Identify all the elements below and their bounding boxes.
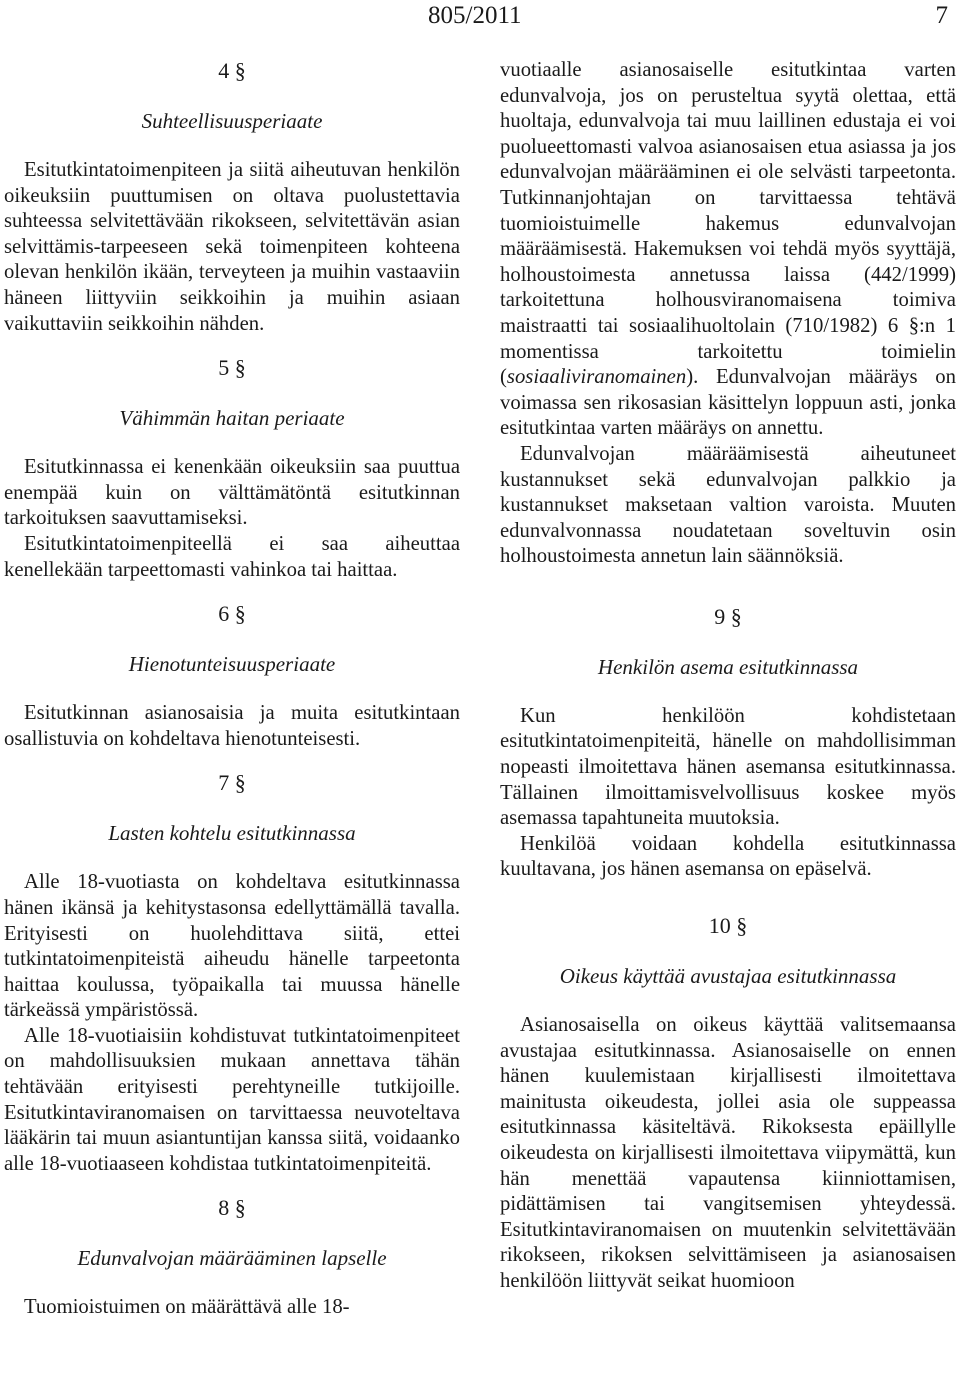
- section-heading: Hienotunteisuusperiaate: [128, 652, 336, 677]
- section-heading: Suhteellisuusperiaate: [141, 109, 323, 133]
- paragraph: Esitutkintatoimenpiteellä ei saa aiheuttaa kenellekään tarpeettomasti vahinkoa tai haittaa.: [4, 532, 460, 581]
- paragraph: Esitutkinnassa ei kenenkään oikeuksiin saa puuttua enempää kuin on välttämätöntä esitutkinnan tarkoituksen saavuttamiseksi.: [4, 456, 460, 530]
- paragraph: Tuomioistuimen on määrättävä alle 18-: [24, 1296, 350, 1319]
- left-column: [4, 58, 460, 1321]
- section-number: 9 §: [714, 603, 742, 629]
- page-header: [0, 2, 960, 30]
- paragraph-text: vuotiaalle asianosaiselle esitutkintaa varten edunvalvoja, jos on perusteltua syytä olettaa, että huoltaja, edunvalvoja tai muu laillinen edustaja ei voi puolueettomasti valvoa asianosaisen etua asiassa ja jos edunvalvojan määrääminen ei ole selvästi tarpeetonta. Tutkinnanjohtajan on tarvittaessa tehtävä tuomioistuimelle hakemus edunvalvojan määräämisestä. Hakemuksen voi tehdä myös syyttäjä, holhoustoimesta annetussa laissa (442/1999) tarkoitettuna holhousviranomaisena toimiva maistraatti tai sosiaalihuoltolain (710/1982) 6 §:n 1 momentissa tarkoitettu toimielin (: [500, 59, 956, 389]
- section-heading: Vähimmän haitan periaate: [119, 406, 345, 431]
- section-heading: Lasten kohtelu esitutkinnassa: [108, 821, 356, 846]
- paragraph: Henkilöä voidaan kohdella esitutkinnassa kuultavana, jos hänen asemansa on epäselvä.: [500, 832, 956, 881]
- paragraph: Asianosaisella on oikeus käyttää valitsemaansa avustajaa esitutkinnassa. Asianosaiselle on ennen hänen kuulemistaan kirjallisesti ilmoitettava mainitusta oikeudesta, jollei asia ole suppeassa esitutkinnassa käsiteltävä. Rikoksesta epäillylle oikeudesta on kirjallisesti ilmoitettava viipymättä, kun hän menettää vapautensa kiinniottamisen, pidättämisen tai vangitsemisen yhteydessä. Esitutkintaviranomaisen on muutenkin selvitettävään rikokseen, rikoksen selvittämiseen ja asianosaisen henkilöön liittyvät seikat huomioon: [500, 1014, 956, 1292]
- section-number: 6 §: [218, 601, 246, 627]
- section-number: 8 §: [218, 1195, 246, 1221]
- right-column: [500, 58, 956, 1295]
- paragraph: Kun henkilöön kohdistetaan esitutkintatoimenpiteitä, hänelle on mahdollisimman nopeasti ilmoitettava hänen asemansa esitutkinnassa. Tällainen ilmoittamisvelvollisuus koskee myös asemassa tapahtuneita muutoksia.: [500, 704, 956, 830]
- page-number: 7: [935, 2, 948, 29]
- paragraph: Alle 18-vuotiaisiin kohdistuvat tutkintatoimenpiteet on mahdollisuuksien mukaan annettava tähän tehtävään erityisesti perehtyneille tutkijoille. Esitutkintaviranomaisen on tarvittaessa neuvoteltava lääkärin tai muun asiantuntijan kanssa siitä, voidaanko alle 18-vuotiaaseen kohdistaa tutkintatoimenpiteitä.: [4, 1024, 460, 1175]
- section-number: 5 §: [218, 355, 246, 381]
- section-heading: Oikeus käyttää avustajaa esitutkinnassa: [559, 964, 897, 989]
- italic-term: sosiaaliviranomainen: [506, 366, 687, 389]
- paragraph-text: ). Edunvalvojan määräys on voimassa sen rikosasian käsittelyn loppuun asti, jonka esitutkintaa varten määräys on annettu.: [500, 366, 956, 440]
- section-heading: Henkilön asema esitutkinnassa: [597, 654, 859, 679]
- section-number: 10 §: [708, 913, 748, 939]
- paragraph: Esitutkinnan asianosaisia ja muita esitutkintaan osallistuvia on kohdeltava hienotunteisesti.: [4, 702, 460, 750]
- section-heading: Edunvalvojan määrääminen lapselle: [77, 1246, 387, 1271]
- paragraph: Edunvalvojan määräämisestä aiheutuneet kustannukset sekä edunvalvojan palkkio ja kustannukset maksetaan valtion varoista. Muuten edunvalvonnassa noudatetaan soveltuvin osin holhoustoimesta annetun lain säännöksiä.: [500, 442, 956, 568]
- statute-reference: 805/2011: [428, 2, 522, 29]
- paragraph: [500, 58, 956, 442]
- section-number: 7 §: [218, 770, 246, 796]
- paragraph: Esitutkintatoimenpiteen ja siitä aiheutuvan henkilön oikeuksiin puuttumisen on oltava puolustettavia suhteessa selvitettävään rikokseen, selvitettävän asian selvittämis-tarpeeseen sekä toimenpiteen kohteena olevan henkilön ikään, terveyteen ja muihin vastaaviin häneen liittyviin seikkoihin ja muihin asiaan vaikuttaviin seikkoihin nähden.: [4, 159, 460, 335]
- section-number: 4 §: [218, 58, 246, 83]
- paragraph: Alle 18-vuotiasta on kohdeltava esitutkinnassa hänen ikänsä ja kehitystasonsa edellyttämällä tavalla. Erityisesti on huolehdittava siitä, ettei tutkintatoimenpiteistä aiheudu hänelle tarpeetonta haittaa koulussa, työpaikalla tai muussa hänelle tärkeässä ympäristössä.: [4, 871, 460, 1022]
